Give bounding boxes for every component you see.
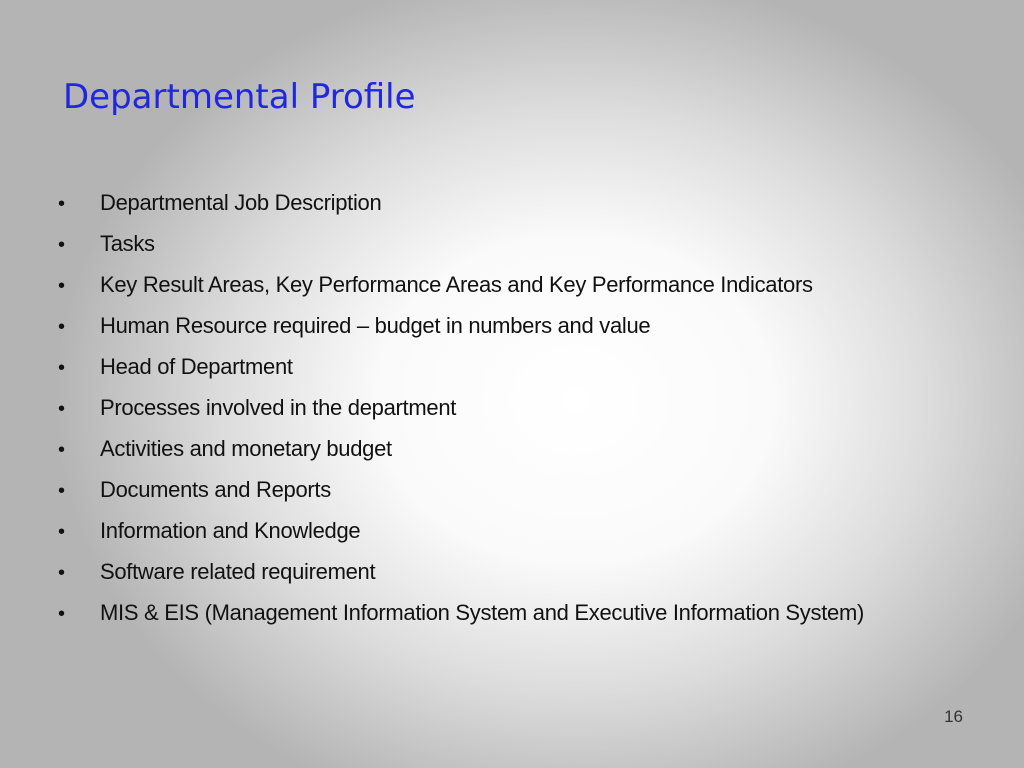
- bullet-text: Human Resource required – budget in numbers and value: [100, 313, 651, 338]
- bullet-marker: •: [58, 521, 66, 543]
- bullet-text: Documents and Reports: [100, 477, 331, 502]
- bullet-text: Processes involved in the department: [100, 395, 457, 420]
- bullet-text: Information and Knowledge: [100, 518, 361, 543]
- slide-title: Departmental Profile: [63, 77, 416, 117]
- bullet-marker: •: [58, 603, 66, 625]
- page-number: 16: [944, 707, 963, 726]
- bullet-item: [58, 264, 978, 305]
- bullet-item: [58, 428, 978, 469]
- bullet-item: [58, 387, 978, 428]
- bullet-item: [58, 305, 978, 346]
- bullet-item: [58, 346, 978, 387]
- bullet-text: Tasks: [100, 231, 155, 256]
- bullet-marker: •: [58, 357, 66, 379]
- bullet-text: Software related requirement: [100, 559, 376, 584]
- bullet-text: Departmental Job Description: [100, 190, 382, 215]
- bullet-marker: •: [58, 275, 66, 297]
- bullet-text: Activities and monetary budget: [100, 436, 392, 461]
- bullet-list: [58, 182, 978, 633]
- bullet-marker: •: [58, 316, 66, 338]
- bullet-item: [58, 592, 978, 633]
- bullet-text: Head of Department: [100, 354, 293, 379]
- bullet-marker: •: [58, 234, 66, 256]
- bullet-marker: •: [58, 193, 66, 215]
- bullet-item: [58, 551, 978, 592]
- bullet-marker: •: [58, 439, 66, 461]
- bullet-marker: •: [58, 562, 66, 584]
- bullet-item: [58, 182, 978, 223]
- bullet-text: Key Result Areas, Key Performance Areas and Key Performance Indicators: [100, 272, 813, 297]
- bullet-marker: •: [58, 480, 66, 502]
- bullet-text: MIS & EIS (Management Information System and Executive Information System): [100, 600, 865, 625]
- bullet-marker: •: [58, 398, 66, 420]
- bullet-item: [58, 469, 978, 510]
- bullet-item: [58, 510, 978, 551]
- bullet-item: [58, 223, 978, 264]
